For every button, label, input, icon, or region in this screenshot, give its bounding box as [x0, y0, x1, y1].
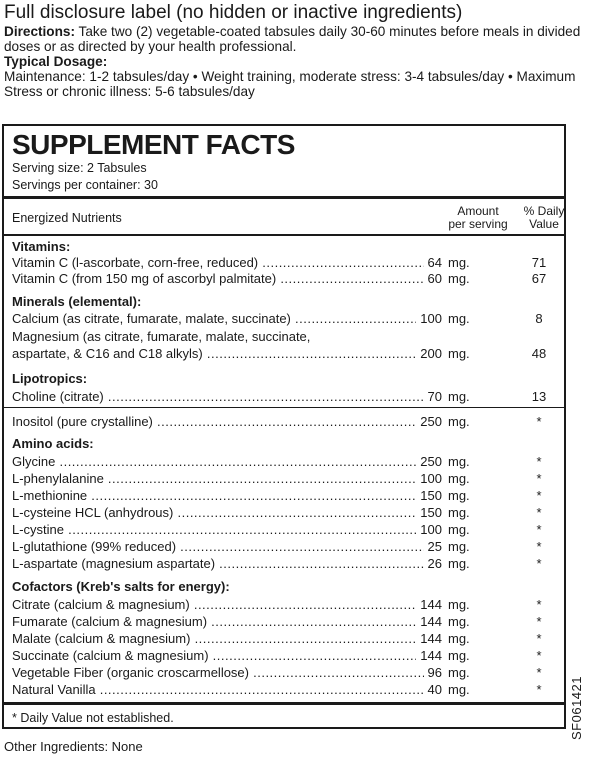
nutrient-amount: 150	[416, 488, 442, 504]
nutrient-unit: mg.	[448, 682, 470, 697]
nutrient-dv: *	[536, 665, 542, 680]
nutrient-row	[12, 271, 554, 287]
nutrient-unit: mg.	[448, 522, 470, 537]
nutrient-row	[12, 255, 554, 271]
nutrient-amount: 26	[424, 556, 442, 572]
nutrient-row	[12, 631, 554, 647]
col-amount-header	[440, 205, 516, 231]
supplement-facts-panel	[2, 124, 566, 729]
divider	[4, 196, 564, 199]
col-amount-line1: Amount	[457, 204, 499, 218]
facts-title: SUPPLEMENT FACTS	[12, 129, 295, 160]
nutrient-unit: mg.	[448, 614, 470, 629]
nutrient-row	[12, 311, 554, 327]
nutrient-dv: *	[536, 597, 542, 612]
nutrient-row	[12, 471, 554, 487]
nutrient-unit: mg.	[448, 311, 470, 326]
dosage-label: Typical Dosage:	[4, 54, 108, 69]
nutrient-name: Vitamin C (from 150 mg of ascorbyl palmitate) .....	[12, 271, 442, 287]
nutrient-dv: *	[536, 454, 542, 469]
nutrient-name: Natural Vanilla .....	[12, 682, 442, 698]
directions	[4, 24, 594, 54]
nutrient-unit: mg.	[448, 389, 470, 404]
nutrient-name: L-cysteine HCL (anhydrous) .....	[12, 505, 442, 521]
nutrient-dv: *	[536, 414, 542, 429]
divider	[4, 234, 564, 236]
nutrient-name: Glycine .....	[12, 454, 442, 470]
label-header	[4, 2, 594, 99]
nutrient-amount: 144	[416, 614, 442, 630]
nutrient-dv: *	[536, 631, 542, 646]
nutrient-row	[12, 682, 554, 698]
section-minerals: Minerals (elemental):	[12, 294, 142, 309]
col-dv-line2: Value	[529, 217, 559, 231]
nutrient-dv: *	[536, 648, 542, 663]
section-cofactors: Cofactors (Kreb's salts for energy):	[12, 579, 230, 594]
nutrient-amount: 96	[424, 665, 442, 681]
directions-label: Directions:	[4, 24, 76, 39]
nutrient-dv: 71	[531, 255, 547, 270]
nutrient-row	[12, 648, 554, 664]
nutrient-row	[12, 454, 554, 470]
nutrient-name: Choline (citrate) .....	[12, 389, 442, 405]
nutrient-unit: mg.	[448, 488, 470, 503]
nutrient-unit: mg.	[448, 255, 470, 270]
nutrient-unit: mg.	[448, 414, 470, 429]
nutrient-amount: 150	[416, 505, 442, 521]
nutrient-amount: 250	[416, 454, 442, 470]
nutrient-name: Vitamin C (l-ascorbate, corn-free, reduced) .....	[12, 255, 442, 271]
serving-size: Serving size: 2 Tabsules	[12, 161, 147, 175]
nutrient-dv: *	[536, 556, 542, 571]
nutrient-row	[12, 522, 554, 538]
other-ingredients: Other Ingredients: None	[4, 739, 143, 754]
section-vitamins: Vitamins:	[12, 239, 71, 254]
col-nutrients-header: Energized Nutrients	[12, 211, 122, 225]
nutrient-unit: mg.	[448, 454, 470, 469]
nutrient-dv: *	[536, 682, 542, 697]
nutrient-row	[12, 539, 554, 555]
nutrient-unit: mg.	[448, 539, 470, 554]
nutrient-amount: 144	[416, 648, 442, 664]
nutrient-row	[12, 505, 554, 521]
nutrient-amount: 25	[424, 539, 442, 555]
nutrient-name: Calcium (as citrate, fumarate, malate, succinate) .....	[12, 311, 442, 327]
nutrient-row	[12, 665, 554, 681]
nutrient-name-line1: Magnesium (as citrate, fumarate, malate, succinate,	[12, 329, 311, 344]
col-dv-header	[522, 205, 566, 231]
nutrient-amount: 200	[416, 346, 442, 362]
nutrient-dv: 13	[531, 389, 547, 404]
nutrient-name: Vegetable Fiber (organic croscarmellose) .....	[12, 665, 442, 681]
nutrient-unit: mg.	[448, 648, 470, 663]
nutrient-unit: mg.	[448, 471, 470, 486]
nutrient-dv: *	[536, 522, 542, 537]
nutrient-row	[12, 614, 554, 630]
nutrient-dv: 67	[531, 271, 547, 286]
nutrient-amount: 70	[424, 389, 442, 405]
nutrient-name: L-phenylalanine .....	[12, 471, 442, 487]
col-dv-line1: % Daily	[523, 204, 565, 218]
nutrient-row	[12, 389, 554, 405]
nutrient-dv: *	[536, 614, 542, 629]
disclosure-heading: Full disclosure label (no hidden or inactive ingredients)	[4, 2, 463, 23]
nutrient-name: L-cystine .....	[12, 522, 442, 538]
footnote: * Daily Value not established.	[12, 711, 174, 725]
nutrient-amount: 144	[416, 597, 442, 613]
nutrient-row	[12, 597, 554, 613]
nutrient-name: aspartate, & C16 and C18 alkyls) .....	[12, 346, 442, 362]
nutrient-dv: *	[536, 505, 542, 520]
nutrient-name: L-glutathione (99% reduced) .....	[12, 539, 442, 555]
nutrient-row	[12, 414, 554, 430]
nutrient-unit: mg.	[448, 556, 470, 571]
nutrient-dv: *	[536, 471, 542, 486]
nutrient-amount: 100	[416, 471, 442, 487]
servings-per-container: Servings per container: 30	[12, 178, 158, 192]
nutrient-unit: mg.	[448, 597, 470, 612]
nutrient-unit: mg.	[448, 346, 470, 361]
nutrient-dv: 8	[535, 311, 543, 326]
nutrient-amount: 64	[424, 255, 442, 271]
nutrient-dv: *	[536, 539, 542, 554]
nutrient-amount: 40	[424, 682, 442, 698]
nutrient-name: Malate (calcium & magnesium) .....	[12, 631, 442, 647]
nutrient-name: Inositol (pure crystalline) .....	[12, 414, 442, 430]
nutrient-unit: mg.	[448, 505, 470, 520]
product-code: SF061421	[569, 676, 584, 740]
nutrient-name: L-methionine .....	[12, 488, 442, 504]
nutrient-row	[12, 346, 554, 362]
section-amino-acids: Amino acids:	[12, 436, 94, 451]
nutrient-dv: 48	[531, 346, 547, 361]
nutrient-row	[12, 488, 554, 504]
dosage-text: Maintenance: 1-2 tabsules/day • Weight training, moderate stress: 3-4 tabsules/day • Maximum Stress or chronic illness: 5-6 tabsules/day	[4, 69, 576, 99]
nutrient-dv: *	[536, 488, 542, 503]
nutrient-row	[12, 556, 554, 572]
nutrient-name: Succinate (calcium & magnesium) .....	[12, 648, 442, 664]
nutrient-amount: 100	[416, 522, 442, 538]
directions-text: Take two (2) vegetable-coated tabsules daily 30-60 minutes before meals in divided doses or as directed by your health professional.	[4, 24, 581, 54]
col-amount-line2: per serving	[448, 217, 508, 231]
nutrient-name: L-aspartate (magnesium aspartate) .....	[12, 556, 442, 572]
nutrient-amount: 250	[416, 414, 442, 430]
nutrient-amount: 100	[416, 311, 442, 327]
nutrient-name: Fumarate (calcium & magnesium) .....	[12, 614, 442, 630]
divider	[4, 407, 564, 408]
nutrient-amount: 60	[424, 271, 442, 287]
nutrient-unit: mg.	[448, 631, 470, 646]
nutrient-unit: mg.	[448, 665, 470, 680]
nutrient-name: Citrate (calcium & magnesium) .....	[12, 597, 442, 613]
nutrient-unit: mg.	[448, 271, 470, 286]
nutrient-amount: 144	[416, 631, 442, 647]
divider	[4, 702, 564, 705]
section-lipotropics: Lipotropics:	[12, 371, 88, 386]
